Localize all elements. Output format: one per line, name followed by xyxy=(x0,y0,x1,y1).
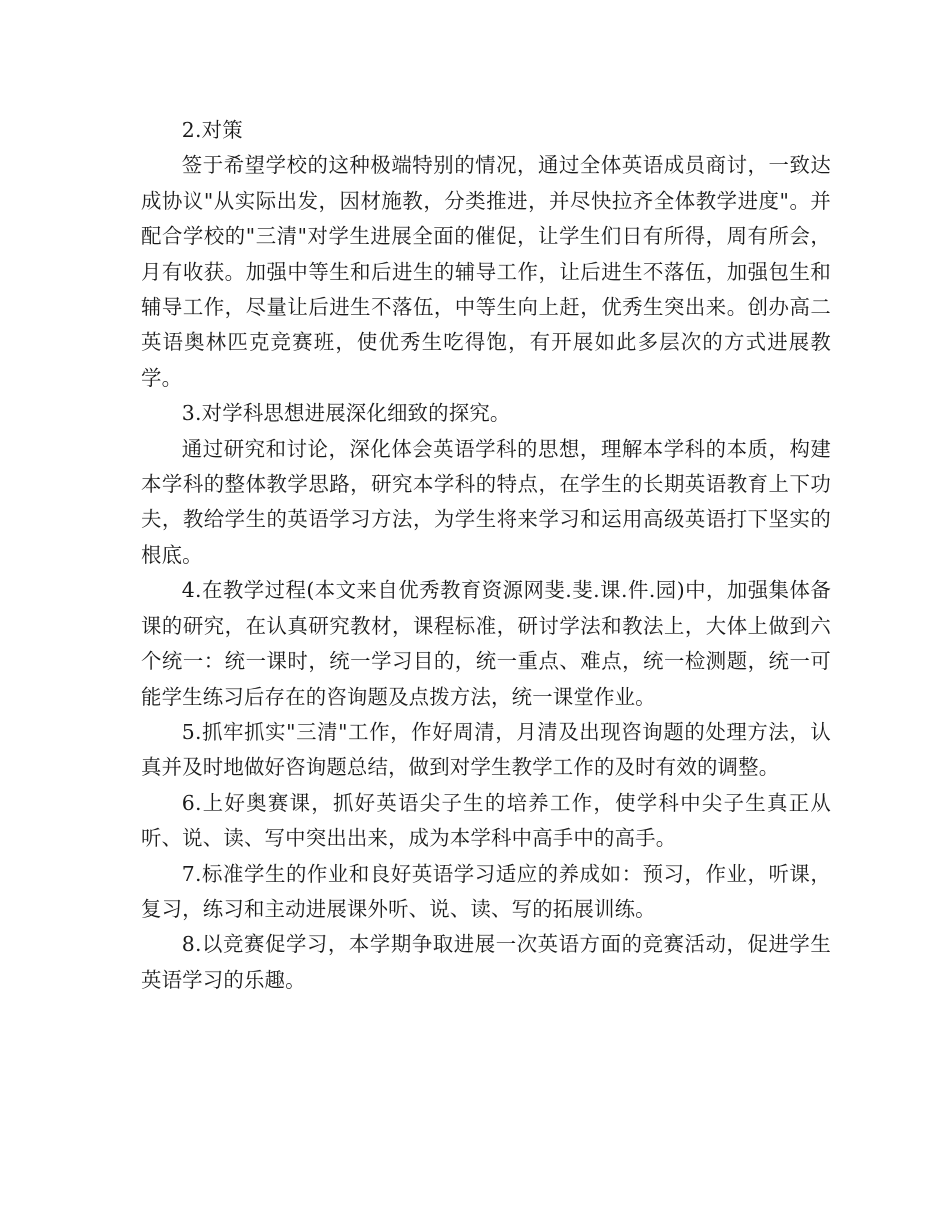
paragraph-collective-lesson-prep: 4.在教学过程(本文来自优秀教育资源网斐.斐.课.件.园)中，加强集体备课的研究，在认真研究教材，课程标准，研讨学法和教法上，大体上做到六个统一：统一课时，统一学习目的，统一重点、难点，统一检测题，统一可能学生练习后存在的咨询题及点拨方法，统一课堂作业。 xyxy=(141,578,831,709)
document-body xyxy=(141,113,831,998)
paragraph-subject-thinking: 通过研究和讨论，深化体会英语学科的思想，理解本学科的本质，构建本学科的整体教学思路，研究本学科的特点，在学生的长期英语教育上下功夫，教给学生的英语学习方法，为学生将来学习和运用高级英语打下坚实的根底。 xyxy=(141,436,831,567)
paragraph-competition: 8.以竞赛促学习，本学期争取进展一次英语方面的竞赛活动，促进学生英语学习的乐趣。 xyxy=(141,932,831,992)
section-heading-countermeasures: 2.对策 xyxy=(181,118,243,142)
paragraph-three-clear: 5.抓牢抓实"三清"工作，作好周清，月清及出现咨询题的处理方法，认真并及时地做好咨询题总结，做到对学生教学工作的及时有效的调整。 xyxy=(141,719,831,780)
paragraph-study-habits: 7.标准学生的作业和良好英语学习适应的养成如：预习，作业，听课，复习，练习和主动进展课外听、说、读、写的拓展训练。 xyxy=(141,861,831,921)
paragraph-olympiad-class: 6.上好奥赛课，抓好英语尖子生的培养工作，使学科中尖子生真正从听、说、读、写中突出出来，成为本学科中高手中的高手。 xyxy=(141,790,831,851)
paragraph-countermeasures: 签于希望学校的这种极端特别的情况，通过全体英语成员商讨，一致达成协议"从实际出发，因材施教，分类推进，并尽快拉齐全体教学进度"。并配合学校的"三清"对学生进展全面的催促，让学生们日有所得，周有所会，月有收获。加强中等生和后进生的辅导工作，让后进生不落伍，加强包生和辅导工作，尽量让后进生不落伍，中等生向上赶，优秀生突出来。创办高二英语奥林匹克竞赛班，使优秀生吃得饱，有开展如此多层次的方式进展教学。 xyxy=(141,153,831,390)
section-heading-subject-thinking: 3.对学科思想进展深化细致的探究。 xyxy=(181,401,511,426)
